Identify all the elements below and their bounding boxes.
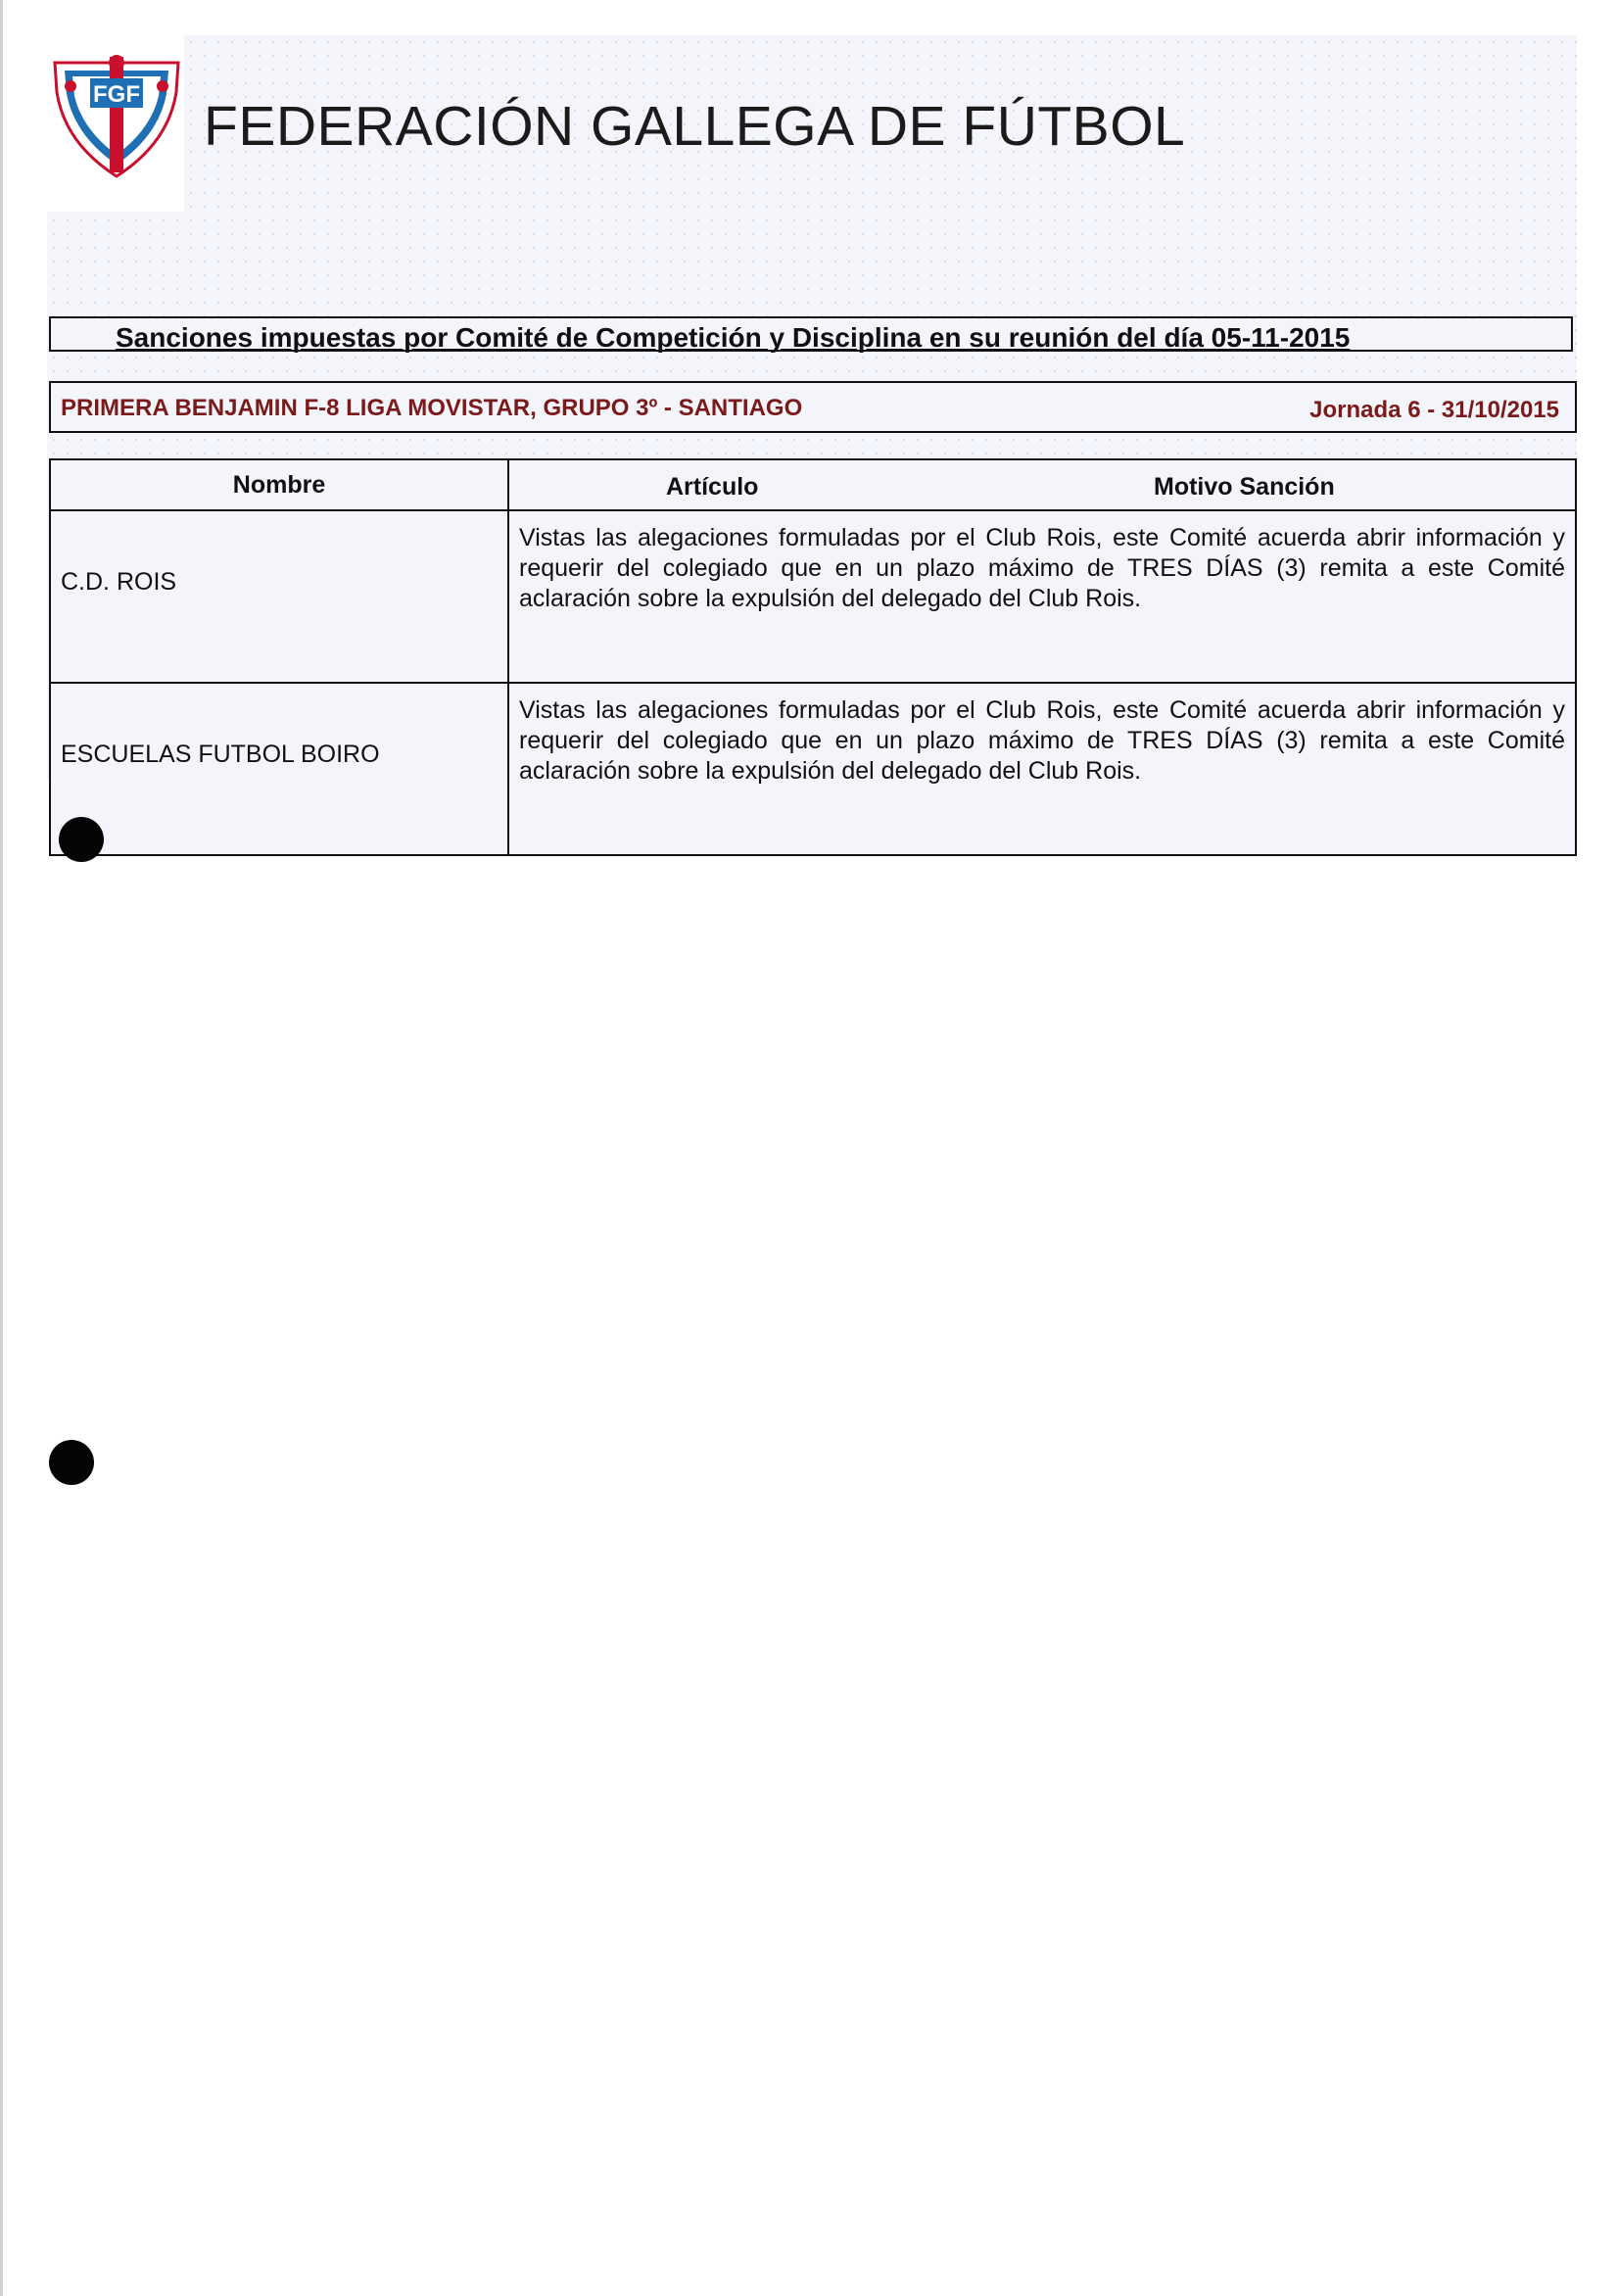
jornada-label: Jornada 6 - 31/10/2015 (1309, 397, 1559, 423)
competition-name: PRIMERA BENJAMIN F-8 LIGA MOVISTAR, GRUPO 3º - SANTIAGO (61, 395, 803, 421)
table-header-row (50, 459, 1576, 510)
header-nombre: Nombre (50, 459, 508, 510)
svg-text:FGF: FGF (93, 81, 140, 108)
page-edge (0, 0, 3, 2296)
row-motivo: Vistas las alegaciones formuladas por el Club Rois, este Comité acuerda abrir información y requerir del colegiado que en un plazo máximo de TRES DÍAS (3) remita a este Comité aclaración sobre la expulsión del delegado del Club Rois. (508, 683, 1576, 855)
organization-title: FEDERACIÓN GALLEGA DE FÚTBOL (204, 95, 1186, 158)
row-nombre: C.D. ROIS (50, 510, 508, 683)
row-nombre: ESCUELAS FUTBOL BOIRO (50, 683, 508, 855)
punch-hole (49, 1440, 94, 1485)
table-row (50, 683, 1576, 855)
row-motivo: Vistas las alegaciones formuladas por el Club Rois, este Comité acuerda abrir información y requerir del colegiado que en un plazo máximo de TRES DÍAS (3) remita a este Comité aclaración sobre la expulsión del delegado del Club Rois. (508, 510, 1576, 683)
sanctions-table (49, 458, 1577, 856)
header-articulo: Artículo (666, 473, 759, 501)
header-articulo-motivo (508, 459, 1576, 510)
punch-hole (59, 817, 104, 862)
sanctions-title: Sanciones impuestas por Comité de Competición y Disciplina en su reunión del día 05-11-2015 (116, 322, 1351, 353)
table-row (50, 510, 1576, 683)
fgf-shield-logo (51, 53, 182, 178)
header-motivo: Motivo Sanción (1154, 473, 1335, 501)
competition-banner (49, 381, 1577, 433)
